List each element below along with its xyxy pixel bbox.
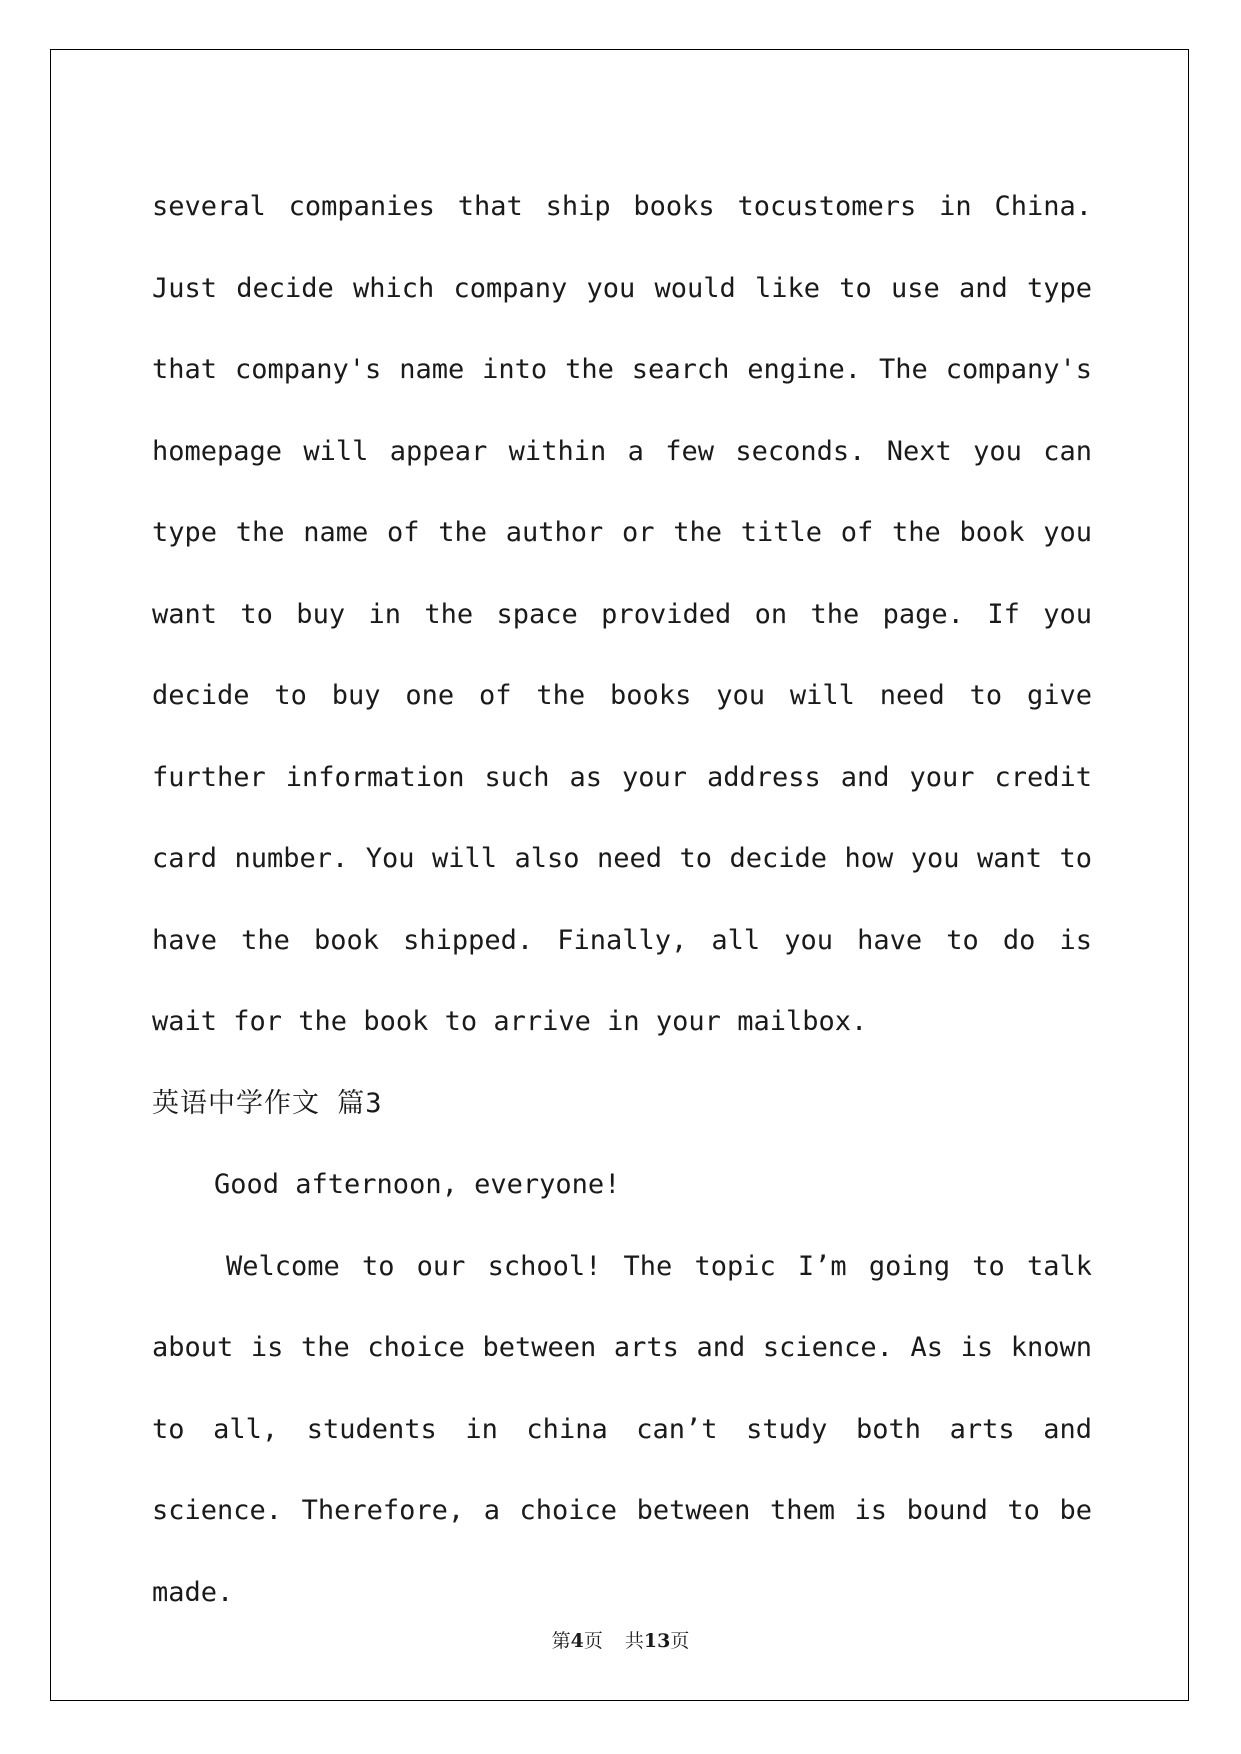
section-heading: 英语中学作文 篇3 [152, 1087, 383, 1119]
footer-total-prefix: 共 [624, 1630, 644, 1652]
page-footer [0, 1626, 1241, 1653]
document-body [152, 166, 1092, 1633]
footer-total-suffix: 页 [670, 1630, 690, 1652]
paragraph-greeting: Good afternoon, everyone! [214, 1169, 621, 1200]
footer-page-suffix: 页 [583, 1630, 603, 1652]
paragraph-online-shopping: several companies that ship books tocustomers in China. Just decide which company you would like to use and type that company's name into the search engine. The company's homepage will appear within a few seconds. Next you can type the name of the author or the title of the book you want to buy in the space provided on the page. If you decide to buy one of the books you will need to give further information such as your address and your credit card number. You will also need to decide how you want to have the book shipped. Finally, all you have to do is wait for the book to arrive in your mailbox. [152, 191, 1092, 1037]
footer-total-pages: 13 [643, 1630, 671, 1652]
footer-page-number: 4 [570, 1630, 584, 1652]
footer-prefix: 第 [551, 1630, 571, 1652]
paragraph-arts-science: Welcome to our school! The topic I’m going to talk about is the choice between arts and science. As is known to all, students in china can’t study both arts and science. Therefore, a choice between them is bound to be made. [152, 1250, 1092, 1608]
